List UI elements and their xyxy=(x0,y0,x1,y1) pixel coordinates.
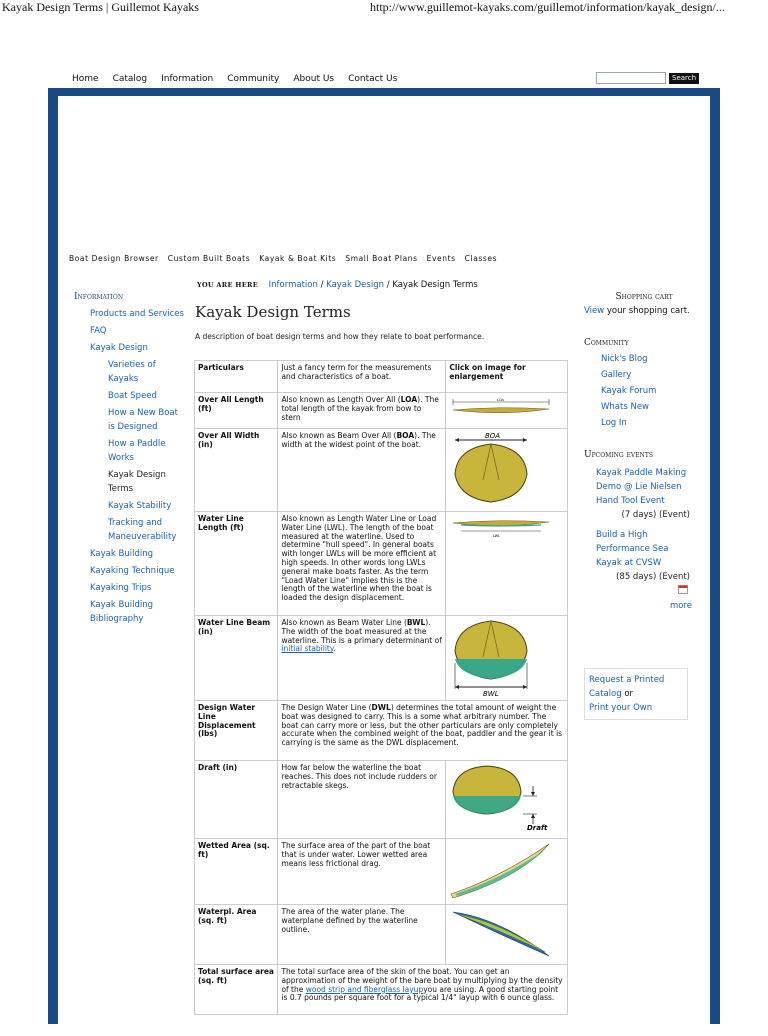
events-heading: Upcoming events xyxy=(584,450,654,460)
nav-community[interactable]: Community xyxy=(227,74,280,84)
print-header xyxy=(0,0,768,14)
sidebar-item-faq[interactable]: FAQ xyxy=(90,326,107,336)
search-button[interactable]: Search xyxy=(669,73,699,84)
print-title: Kayak Design Terms | Guillemot Kayaks xyxy=(2,0,199,14)
boa-label: BOA xyxy=(485,432,501,440)
table-row xyxy=(195,393,568,429)
community-heading: Community xyxy=(584,338,629,348)
event-item-paddle-demo[interactable]: Kayak Paddle Making Demo @ Lie Nielsen Hand Tool Event xyxy=(596,468,687,506)
event-item-sea-kayak[interactable]: Build a High Performance Sea Kayak at CVSW xyxy=(596,530,669,568)
initial-stability-link[interactable]: initial stability xyxy=(281,644,334,654)
events-list xyxy=(584,466,694,584)
community-item-forum[interactable]: Kayak Forum xyxy=(601,386,657,396)
sidebar-heading: Information xyxy=(74,292,124,302)
sidebar-item-stability[interactable]: Kayak Stability xyxy=(108,501,172,511)
sidebar-item-products[interactable]: Products and Services xyxy=(90,309,184,319)
cat-kayak-boat-kits[interactable]: Kayak & Boat Kits xyxy=(259,254,337,263)
nav-information[interactable]: Information xyxy=(161,74,214,84)
waterplane-image[interactable] xyxy=(446,905,568,965)
print-catalog-box xyxy=(584,668,688,720)
print-or: or xyxy=(621,689,634,699)
cart-text: your shopping cart. xyxy=(604,306,690,316)
term-name: Total surface area (sq. ft) xyxy=(195,965,278,1015)
event-meta: (7 days) (Event) xyxy=(621,510,690,520)
more-events-link[interactable]: more xyxy=(669,601,692,611)
table-row xyxy=(195,905,568,965)
sidebar-item-kayak-design[interactable]: Kayak Design xyxy=(90,343,148,353)
more-events-wrap xyxy=(584,599,694,613)
term-name: Over All Length (ft) xyxy=(195,393,278,429)
shopping-cart-text xyxy=(584,304,694,318)
nav-contact-us[interactable]: Contact Us xyxy=(348,74,398,84)
draft-image[interactable] xyxy=(446,761,568,839)
sidebar-item-varieties[interactable]: Varieties of Kayaks xyxy=(108,360,156,384)
table-row xyxy=(195,761,568,839)
calendar-icon-wrap xyxy=(584,584,694,599)
community-item-gallery[interactable]: Gallery xyxy=(601,370,632,380)
boa-image[interactable] xyxy=(446,429,568,512)
table-header-term: Particulars xyxy=(195,361,278,393)
nav-home[interactable]: Home xyxy=(72,74,99,84)
bwl-label: BWL xyxy=(483,690,499,697)
term-name: Wetted Area (sq. ft) xyxy=(195,839,278,905)
nav-catalog[interactable]: Catalog xyxy=(112,74,148,84)
cat-boat-design-browser[interactable]: Boat Design Browser xyxy=(69,254,159,263)
sidebar-item-technique[interactable]: Kayaking Technique xyxy=(90,566,175,576)
lwl-label: LWL xyxy=(493,534,501,538)
total-surface-text-2: you are using. A good starting point is 0.7 pounds per square foot for a typical 1/4" layup with 6 ounce glass. xyxy=(281,984,559,1003)
lwl-image[interactable] xyxy=(446,512,568,616)
community-item-blog[interactable]: Nick's Blog xyxy=(601,354,648,364)
breadcrumb-current: Kayak Design Terms xyxy=(392,280,478,290)
breadcrumb-information[interactable]: Information xyxy=(268,280,318,290)
print-own-link[interactable]: Print your Own xyxy=(589,703,653,713)
sidebar-item-design-terms[interactable]: Kayak Design Terms xyxy=(108,470,166,494)
table-row xyxy=(195,616,568,701)
term-text: The Design Water Line (DWL) determines the total amount of weight the boat was designed to carry. This is a some what arbitrary number. The boat can carry more or less, but the other particulars are only completely accurate when the combined weight of the boat, paddler and the gear it is carrying is the same as the DWL displacement. xyxy=(278,701,568,761)
layup-link[interactable]: wood strip and fiberglass layup xyxy=(305,984,424,994)
wetted-image[interactable] xyxy=(446,839,568,905)
page-title: Kayak Design Terms xyxy=(195,303,351,321)
term-name: Water Line Length (ft) xyxy=(195,512,278,616)
cat-custom-built-boats[interactable]: Custom Built Boats xyxy=(167,254,251,263)
bwl-diagram-icon xyxy=(449,619,533,697)
loa-diagram-icon xyxy=(449,396,553,422)
event-meta: (85 days) (Event) xyxy=(616,572,690,582)
table-header-row xyxy=(195,361,568,393)
community-item-login[interactable]: Log In xyxy=(601,418,627,428)
term-text: The area of the water plane. The waterplane defined by the waterline outline. xyxy=(278,905,446,965)
table-row xyxy=(195,839,568,905)
print-url: http://www.guillemot-kayaks.com/guillemot/information/kayak_design/... xyxy=(370,0,725,14)
term-text: How far below the waterline the boat reaches. This does not include rudders or retractable skegs. xyxy=(278,761,446,839)
term-text xyxy=(278,965,568,1015)
sidebar-left xyxy=(74,290,184,626)
nav-about-us[interactable]: About Us xyxy=(293,74,335,84)
sidebar-item-trips[interactable]: Kayaking Trips xyxy=(90,583,152,593)
term-name: Design Water Line Displacement (lbs) xyxy=(195,701,278,761)
cat-classes[interactable]: Classes xyxy=(464,254,498,263)
sidebar-item-new-boat[interactable]: How a New Boat is Designed xyxy=(108,408,178,432)
breadcrumb-kayak-design[interactable]: Kayak Design xyxy=(326,280,384,290)
term-name: Over All Width (in) xyxy=(195,429,278,512)
term-text: Also known as Beam Over All (BOA). The width at the widest point of the boat. xyxy=(278,429,446,512)
table-header-image: Click on image for enlargement xyxy=(446,361,568,393)
shopping-cart-heading: Shopping cart xyxy=(615,292,673,302)
term-name: Waterpl. Area (sq. ft) xyxy=(195,905,278,965)
sidebar-item-bibliography[interactable]: Kayak Building Bibliography xyxy=(90,600,153,624)
draft-diagram-icon xyxy=(449,764,553,834)
waterplane-diagram-icon xyxy=(449,908,553,960)
term-name: Draft (in) xyxy=(195,761,278,839)
lwl-diagram-icon xyxy=(449,515,553,541)
search-form xyxy=(596,72,699,84)
term-name: Water Line Beam (in) xyxy=(195,616,278,701)
search-input[interactable] xyxy=(596,72,666,84)
boa-diagram-icon xyxy=(449,432,533,508)
breadcrumb-sep: / xyxy=(320,280,327,290)
total-surface-text: The total surface area of the skin of the boat. You can get an approximation of the weight of the bare boat by multiplying by the density of the xyxy=(281,967,563,994)
table-row xyxy=(195,965,568,1015)
calendar-icon[interactable] xyxy=(678,584,688,594)
page-description: A description of boat design terms and how they relate to boat performance. xyxy=(195,332,485,341)
wetted-area-diagram-icon xyxy=(449,842,553,900)
breadcrumb-label: YOU ARE HERE xyxy=(197,281,258,289)
sidebar-item-tracking[interactable]: Tracking and Maneuverability xyxy=(108,518,177,542)
sidebar-item-building[interactable]: Kayak Building xyxy=(90,549,153,559)
category-nav xyxy=(69,254,497,263)
table-row xyxy=(195,512,568,616)
view-cart-link[interactable]: View xyxy=(584,306,605,316)
loa-image[interactable] xyxy=(446,393,568,429)
cat-events[interactable]: Events xyxy=(426,254,456,263)
table-row xyxy=(195,701,568,761)
sidebar-right xyxy=(584,290,694,613)
table-header-desc: Just a fancy term for the measurements and characteristics of a boat. xyxy=(278,361,446,393)
terms-table xyxy=(194,360,568,1015)
table-row xyxy=(195,429,568,512)
term-text: Also known as Beam Water Line (BWL). The width of the boat measured at the waterline. This is a primary determinant of initial stability. xyxy=(278,616,446,701)
loa-label: LOA xyxy=(497,398,505,402)
breadcrumb-sep: / xyxy=(386,280,393,290)
community-list xyxy=(584,352,694,430)
draft-label: Draft xyxy=(527,824,548,832)
sidebar-item-boat-speed[interactable]: Boat Speed xyxy=(108,391,157,401)
term-text: Also known as Length Over All (LOA). The total length of the kayak from bow to stern xyxy=(278,393,446,429)
sidebar-item-paddle[interactable]: How a Paddle Works xyxy=(108,439,166,463)
top-nav xyxy=(72,74,397,84)
bwl-image[interactable] xyxy=(446,616,568,701)
term-text: The surface area of the part of the boat that is under water. Lower wetted area means less frictional drag. xyxy=(278,839,446,905)
community-item-whats-new[interactable]: Whats New xyxy=(601,402,650,412)
term-text: Also known as Length Water Line or Load Water Line (LWL). The length of the boat measured at the waterline. Used to determine "hull speed". In general boats with longer LWLs will be more efficient at high speeds. In other words long LWLs general make boats faster. As the term "Load Water Line" implies this is the length of the waterline when the boat is loaded the design displacement. xyxy=(278,512,446,616)
cat-small-boat-plans[interactable]: Small Boat Plans xyxy=(345,254,418,263)
breadcrumb xyxy=(197,280,478,290)
request-catalog-link[interactable]: Request a Printed Catalog xyxy=(589,675,665,699)
